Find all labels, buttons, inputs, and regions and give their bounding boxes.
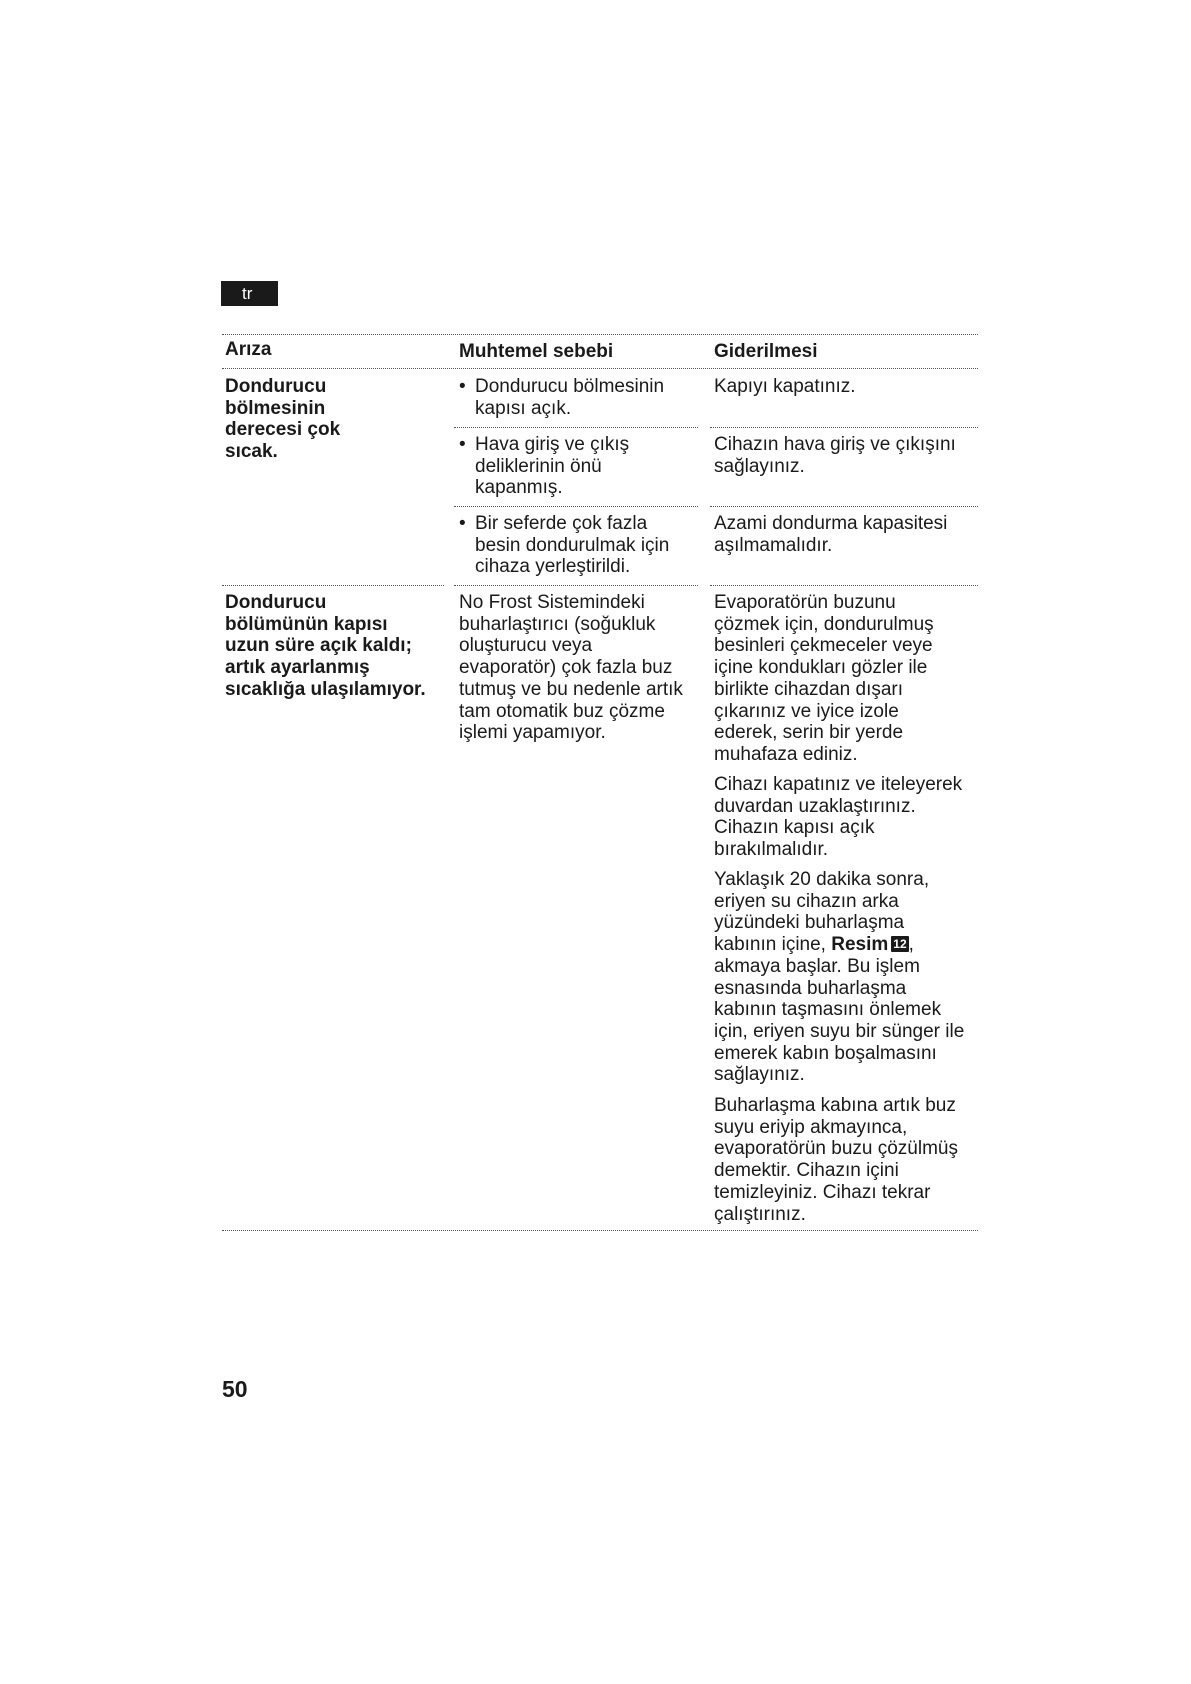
header-cause: Muhtemel sebebi [459, 341, 614, 362]
row2-remedy-p2-line: duvardan uzaklaştırınız. [714, 795, 916, 817]
row2-remedy-p3-line: yüzündeki buharlaşma [714, 912, 905, 934]
row1-cause3-line: besin dondurulmak için [475, 534, 670, 556]
row2-remedy-p3-line: eriyen su cihazın arka [714, 890, 899, 912]
row1-bottom-cause-rule [454, 585, 698, 586]
row2-remedy-p4-line: temizleyiniz. Cihazı tekrar [714, 1181, 931, 1203]
language-tag: tr [221, 281, 278, 306]
row1-remedy2-line: sağlayınız. [714, 455, 805, 477]
row1-sub1-remedy-rule [710, 427, 978, 428]
bullet-marker: • [459, 376, 466, 397]
row1-cause1-line: Dondurucu bölmesinin [475, 376, 665, 397]
row1-sub1-cause-rule [454, 427, 698, 428]
row2-remedy-p3-ref-line [714, 934, 914, 956]
row1-cause2-line: deliklerinin önü [475, 455, 602, 477]
row2-remedy-p3-line: emerek kabın boşalmasını [714, 1042, 937, 1064]
row2-remedy-p1-line: Evaporatörün buzunu [714, 592, 896, 613]
row2-cause-line: No Frost Sistemindeki [459, 592, 645, 613]
row1-fault-line: sıcak. [225, 441, 278, 463]
row2-remedy-p1-line: birlikte cihazdan dışarı [714, 678, 904, 700]
row2-remedy-p2-line: bırakılmalıdır. [714, 839, 829, 861]
row2-remedy-p3-line: Yaklaşık 20 dakika sonra, [714, 869, 930, 890]
row2-remedy-p1-line: besinleri çekmeceler veye [714, 635, 933, 657]
row1-cause3-line: cihaza yerleştirildi. [475, 556, 631, 578]
row2-cause-line: buharlaştırıcı (soğukluk [459, 613, 656, 635]
row1-bottom-remedy-rule [710, 585, 978, 586]
row1-sub2-remedy-rule [710, 506, 978, 507]
row1-cause1-line: kapısı açık. [475, 397, 572, 419]
row1-remedy2-line: Cihazın hava giriş ve çıkışını [714, 434, 956, 455]
row2-remedy-p3-line: akmaya başlar. Bu işlem [714, 955, 920, 977]
figure-ref-label: Resim [831, 934, 889, 956]
row1-fault-line: bölmesinin [225, 397, 326, 419]
row1-remedy1-line: Kapıyı kapatınız. [714, 376, 856, 397]
row2-remedy-p2-line: Cihazın kapısı açık [714, 817, 875, 839]
row2-remedy-p3-line: için, eriyen suyu bir sünger ile [714, 1020, 965, 1042]
row2-remedy-p1-line: muhafaza ediniz. [714, 743, 858, 765]
row2-remedy-p1-line: içine kondukları gözler ile [714, 657, 928, 679]
row2-fault-line: bölümünün kapısı [225, 613, 388, 635]
row1-cause2-line: Hava giriş ve çıkış [475, 434, 630, 455]
row1-sub2-cause-rule [454, 506, 698, 507]
row2-fault-line: artık ayarlanmış [225, 657, 370, 679]
ref-prefix: kabının içine, [714, 934, 832, 956]
row2-remedy-p4-line: Buharlaşma kabına artık buz [714, 1095, 956, 1116]
row2-remedy-p4-line: demektir. Cihazın içini [714, 1160, 899, 1182]
row2-remedy-p3-line: kabının taşmasını önlemek [714, 999, 942, 1021]
bullet-marker: • [459, 513, 466, 534]
row2-cause-line: evaporatör) çok fazla buz [459, 657, 673, 679]
row2-remedy-p1-line: ederek, serin bir yerde [714, 722, 904, 744]
row1-cause2-line: kapanmış. [475, 477, 563, 499]
page-number: 50 [222, 1376, 248, 1402]
header-bottom-rule [222, 368, 978, 369]
bullet-marker: • [459, 434, 466, 455]
row1-remedy3-line: Azami dondurma kapasitesi [714, 513, 948, 534]
row1-cause3-line: Bir seferde çok fazla [475, 513, 648, 534]
row1-fault-line: Dondurucu [225, 376, 327, 397]
header-fault: Arıza [225, 339, 272, 360]
row2-remedy-p3-line: sağlayınız. [714, 1064, 805, 1086]
row2-remedy-p1-line: çözmek için, dondurulmuş [714, 613, 934, 635]
row2-remedy-p4-line: suyu eriyip akmayınca, [714, 1116, 908, 1138]
ref-suffix: , [908, 934, 914, 956]
row2-cause-line: oluşturucu veya [459, 635, 593, 657]
row2-cause-line: tutmuş ve bu nedenle artık [459, 678, 683, 700]
row2-remedy-p3-line: esnasında buharlaşma [714, 977, 907, 999]
row1-bottom-fault-rule [222, 585, 444, 586]
row2-fault-line: Dondurucu [225, 592, 327, 613]
row2-cause-line: işlemi yapamıyor. [459, 722, 606, 744]
row2-remedy-p1-line: çıkarınız ve iyice izole [714, 700, 899, 722]
header-remedy: Giderilmesi [714, 341, 818, 362]
table-bottom-rule [222, 1230, 978, 1231]
row2-cause-line: tam otomatik buz çözme [459, 700, 665, 722]
figure-number-badge: 12 [893, 937, 907, 952]
row1-remedy3-line: aşılmamalıdır. [714, 534, 833, 556]
row2-remedy-p4-line: evaporatörün buzu çözülmüş [714, 1138, 958, 1160]
row2-remedy-p4-line: çalıştırınız. [714, 1203, 806, 1225]
row2-remedy-p2-line: Cihazı kapatınız ve iteleyerek [714, 774, 963, 795]
row2-fault-line: uzun süre açık kaldı; [225, 635, 412, 657]
row2-fault-line: sıcaklığa ulaşılamıyor. [225, 678, 426, 700]
table-top-rule [222, 334, 978, 335]
row1-fault-line: derecesi çok [225, 419, 341, 441]
